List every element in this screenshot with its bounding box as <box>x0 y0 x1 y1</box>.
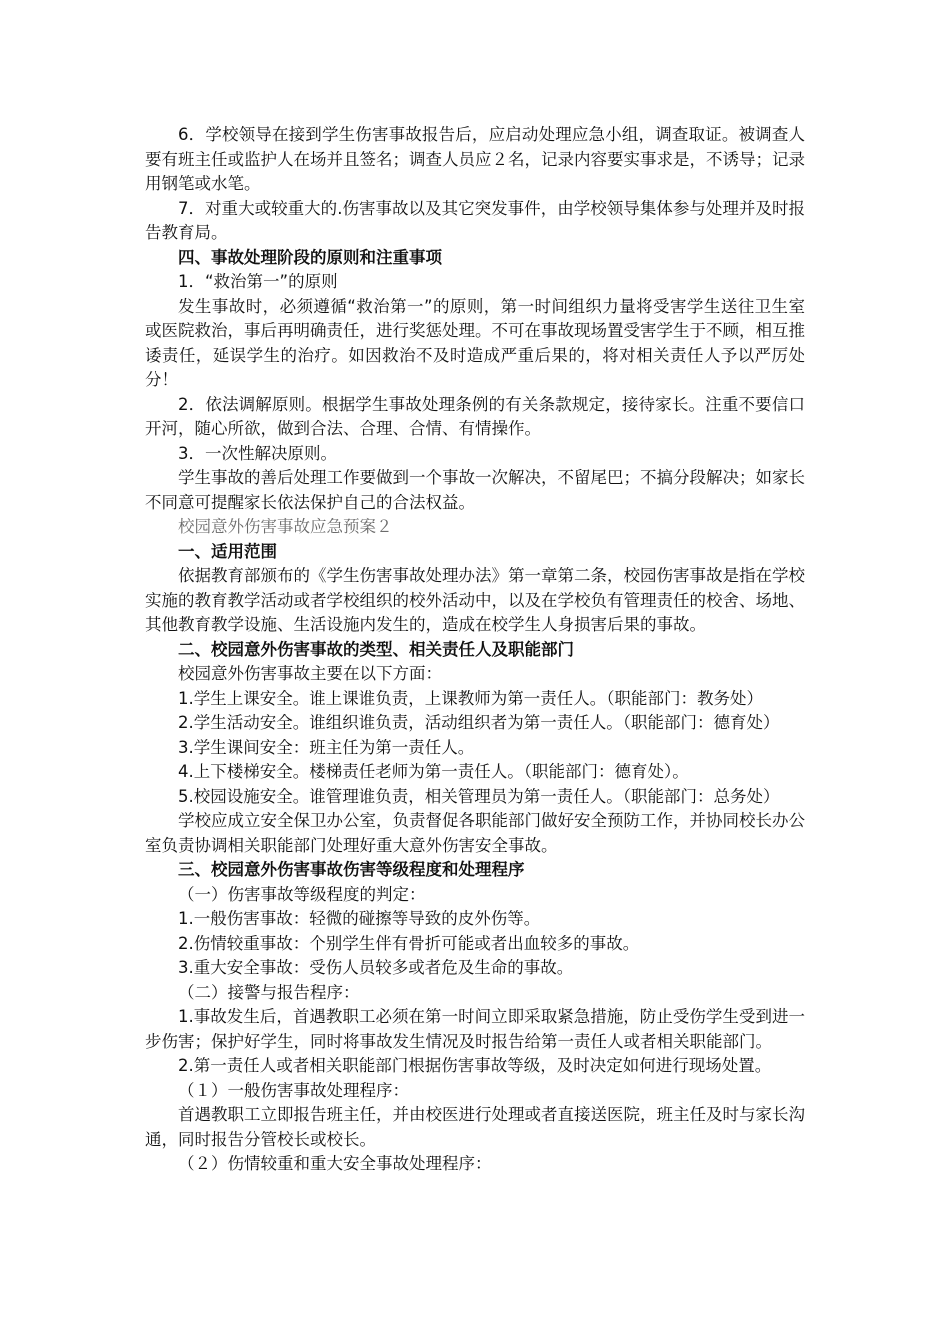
paragraph: （１）一般伤害事故处理程序： <box>178 1080 409 1100</box>
paragraph: 1.学生上课安全。谁上课谁负责，上课教师为第一责任人。（职能部门：教务处） <box>178 688 763 708</box>
paragraph: 学校应成立安全保卫办公室，负责督促各职能部门做好安全预防工作，并协同校长办公室负责协调相关职能部门处理好重大意外伤害安全事故。 <box>145 811 805 855</box>
paragraph: 2.伤情较重事故：个别学生伴有骨折可能或者出血较多的事故。 <box>178 933 640 953</box>
paragraph: 依据教育部颁布的《学生伤害事故处理办法》第一章第二条，校园伤害事故是指在学校实施的教育教学活动或者学校组织的校外活动中，以及在学校负有管理责任的校舍、场地、其他教育教学设施、生活设施内发生的，造成在校学生人身损害后果的事故。 <box>145 566 805 634</box>
paragraph: 3.学生课间安全：班主任为第一责任人。 <box>178 737 475 757</box>
paragraph: 首遇教职工立即报告班主任，并由校医进行处理或者直接送医院，班主任及时与家长沟通，同时报告分管校长或校长。 <box>145 1105 805 1149</box>
paragraph: （二）接警与报告程序： <box>178 982 360 1002</box>
paragraph: 2.学生活动安全。谁组织谁负责，活动组织者为第一责任人。（职能部门：德育处） <box>178 713 780 732</box>
paragraph: 1.事故发生后，首遇教职工必须在第一时间立即采取紧急措施，防止受伤学生受到进一步伤害；保护好学生，同时将事故发生情况及时报告给第一责任人或者相关职能部门。 <box>145 1007 805 1051</box>
section-heading: 一、适用范围 <box>178 541 277 561</box>
paragraph: 校园意外伤害事故主要在以下方面： <box>178 664 442 683</box>
paragraph: 3.重大安全事故：受伤人员较多或者危及生命的事故。 <box>178 958 574 977</box>
paragraph: 2.第一责任人或者相关职能部门根据伤害事故等级，及时决定如何进行现场处置。 <box>178 1056 772 1075</box>
section-heading: 三、校园意外伤害事故伤害等级程度和处理程序 <box>178 860 525 879</box>
paragraph: 2．依法调解原则。根据学生事故处理条例的有关条款规定，接待家长。注重不要信口开河，随心所欲，做到合法、合理、合情、有情操作。 <box>145 394 805 438</box>
document-body <box>145 123 805 1177</box>
paragraph: 1.一般伤害事故：轻微的碰擦等导致的皮外伤等。 <box>178 909 541 928</box>
section-heading: 二、校园意外伤害事故的类型、相关责任人及职能部门 <box>178 639 574 659</box>
paragraph: 学生事故的善后处理工作要做到一个事故一次解决，不留尾巴；不搞分段解决；如家长不同意可提醒家长依法保护自己的合法权益。 <box>145 468 805 512</box>
paragraph: （一）伤害事故等级程度的判定： <box>178 884 426 904</box>
paragraph: 4.上下楼梯安全。楼梯责任老师为第一责任人。（职能部门：德育处）。 <box>178 762 689 781</box>
paragraph: 7．对重大或较重大的.伤害事故以及其它突发事件，由学校领导集体参与处理并及时报告教育局。 <box>145 198 805 242</box>
paragraph: （２）伤情较重和重大安全事故处理程序： <box>178 1154 492 1173</box>
document-title: 校园意外伤害事故应急预案２ <box>178 517 393 536</box>
paragraph: 5.校园设施安全。谁管理谁负责，相关管理员为第一责任人。（职能部门：总务处） <box>178 786 780 806</box>
paragraph: 3．一次性解决原则。 <box>178 443 337 463</box>
section-heading: 四、事故处理阶段的原则和注重事项 <box>178 247 442 267</box>
paragraph: 发生事故时，必须遵循“救治第一”的原则，第一时间组织力量将受害学生送往卫生室或医院救治，事后再明确责任，进行奖惩处理。不可在事故现场置受害学生于不顾，相互推诿责任，延误学生的治疗。如因救治不及时造成严重后果的，将对相关责任人予以严厉处分！ <box>145 296 805 389</box>
paragraph: 1．“救治第一”的原则 <box>178 272 338 291</box>
paragraph: 6．学校领导在接到学生伤害事故报告后，应启动处理应急小组，调查取证。被调查人要有班主任或监护人在场并且签名；调查人员应２名，记录内容要实事求是，不诱导；记录用钢笔或水笔。 <box>145 125 805 193</box>
